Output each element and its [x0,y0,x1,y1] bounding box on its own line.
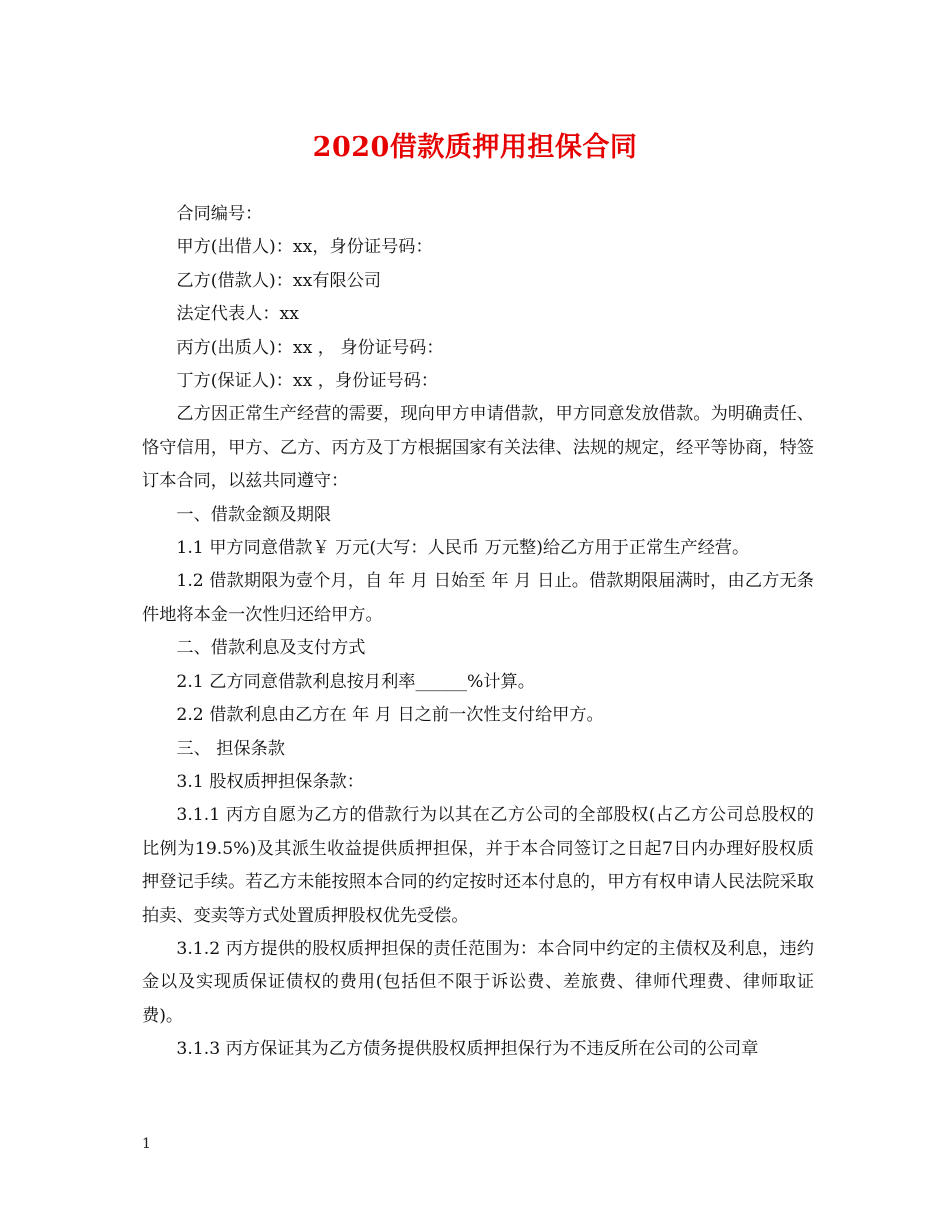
section-heading-2: 二、借款利息及支付方式 [176,638,366,659]
paragraph-preamble: 乙方因正常生产经营的需要，现向甲方申请借款，甲方同意发放借款。为明确责任、恪守信用，甲方、乙方、丙方及丁方根据国家有关法律、法规的规定，经平等协商，特签订本合同，以兹共同遵守： [142,404,814,492]
paragraph-legal-representative: 法定代表人：xx [176,304,299,325]
clause-2-2: 2.2 借款利息由乙方在 年 月 日之前一次性支付给甲方。 [176,705,604,726]
clause-1-1: 1.1 甲方同意借款￥ 万元(大写：人民币 万元整)给乙方用于正常生产经营。 [176,538,750,559]
paragraph-party-c: 丙方(出质人)：xx ， 身份证号码： [176,337,444,358]
page-number: 1 [142,1136,151,1152]
document-body [142,198,814,1067]
clause-3-1-1: 3.1.1 丙方自愿为乙方的借款行为以其在乙方公司的全部股权(占乙方公司总股权的比例为19.5%)及其派生收益提供质押担保，并于本合同签订之日起7日内办理好股权质押登记手续。若乙方未能按照本合同的约定按时还本付息的，甲方有权申请人民法院采取拍卖、变卖等方式处置质押股权优先受偿。 [142,805,814,926]
clause-2-1: 2.1 乙方同意借款利息按月利率______%计算。 [176,671,535,692]
paragraph-party-d: 丁方(保证人)：xx ，身份证号码： [176,371,439,392]
paragraph-party-a: 甲方(出借人)：xx，身份证号码： [176,237,433,258]
page-title: 2020借款质押用担保合同 [312,132,638,163]
section-heading-3: 三、 担保条款 [176,738,285,759]
clause-3-1-2: 3.1.2 丙方提供的股权质押担保的责任范围为：本合同中约定的主债权及利息，违约金以及实现质保证债权的费用(包括但不限于诉讼费、差旅费、律师代理费、律师取证费)。 [142,938,814,1026]
clause-3-1-3: 3.1.3 丙方保证其为乙方债务提供股权质押担保行为不违反所在公司的公司章 [176,1039,759,1060]
paragraph-contract-number: 合同编号： [176,204,263,224]
clause-1-2: 1.2 借款期限为壹个月，自 年 月 日始至 年 月 日止。借款期限届满时，由乙方无条件地将本金一次性归还给甲方。 [142,571,814,625]
section-heading-1: 一、借款金额及期限 [176,504,332,525]
paragraph-party-b: 乙方(借款人)：xx有限公司 [176,270,382,291]
clause-3-1: 3.1 股权质押担保条款： [176,771,364,792]
